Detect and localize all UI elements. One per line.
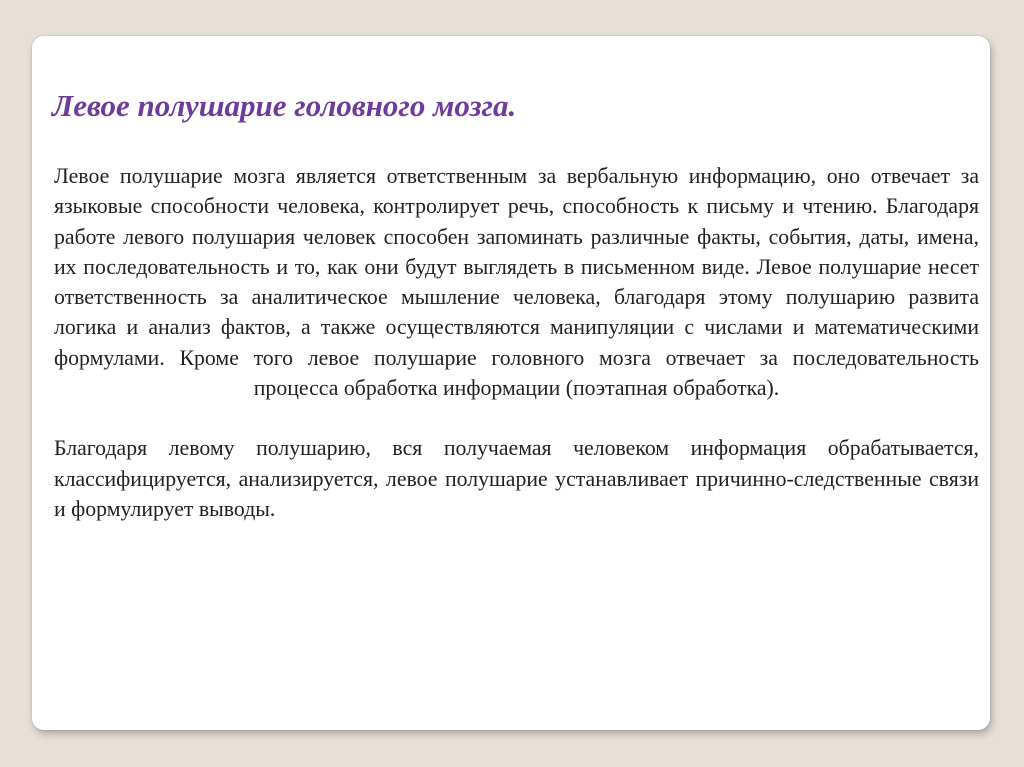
slide-title: Левое полушарие головного мозга. (52, 88, 517, 123)
body-paragraph-1: Левое полушарие мозга является ответственным за вербальную информацию, оно отвечает за языковые способности человека, контролирует речь, способность к письму и чтению. Благодаря работе левого полушария человек способен запоминать различные факты, события, даты, имена, их последовательность и то, как они будут выглядеть в письменном виде. Левое полушарие несет ответственность за аналитическое мышление человека, благодаря этому полушарию развита логика и анализ фактов, а также осуществляются манипуляции с числами и математическими формулами. Кроме того левое полушарие головного мозга отвечает за последовательность процесса обработка информации (поэтапная обработка). (54, 164, 979, 401)
slide-body (54, 161, 979, 524)
body-paragraph-2: Благодаря левому полушарию, вся получаемая человеком информация обрабатывается, классифицируется, анализируется, левое полушарие устанавливает причинно-следственные связи и формулирует выводы. (54, 436, 979, 521)
